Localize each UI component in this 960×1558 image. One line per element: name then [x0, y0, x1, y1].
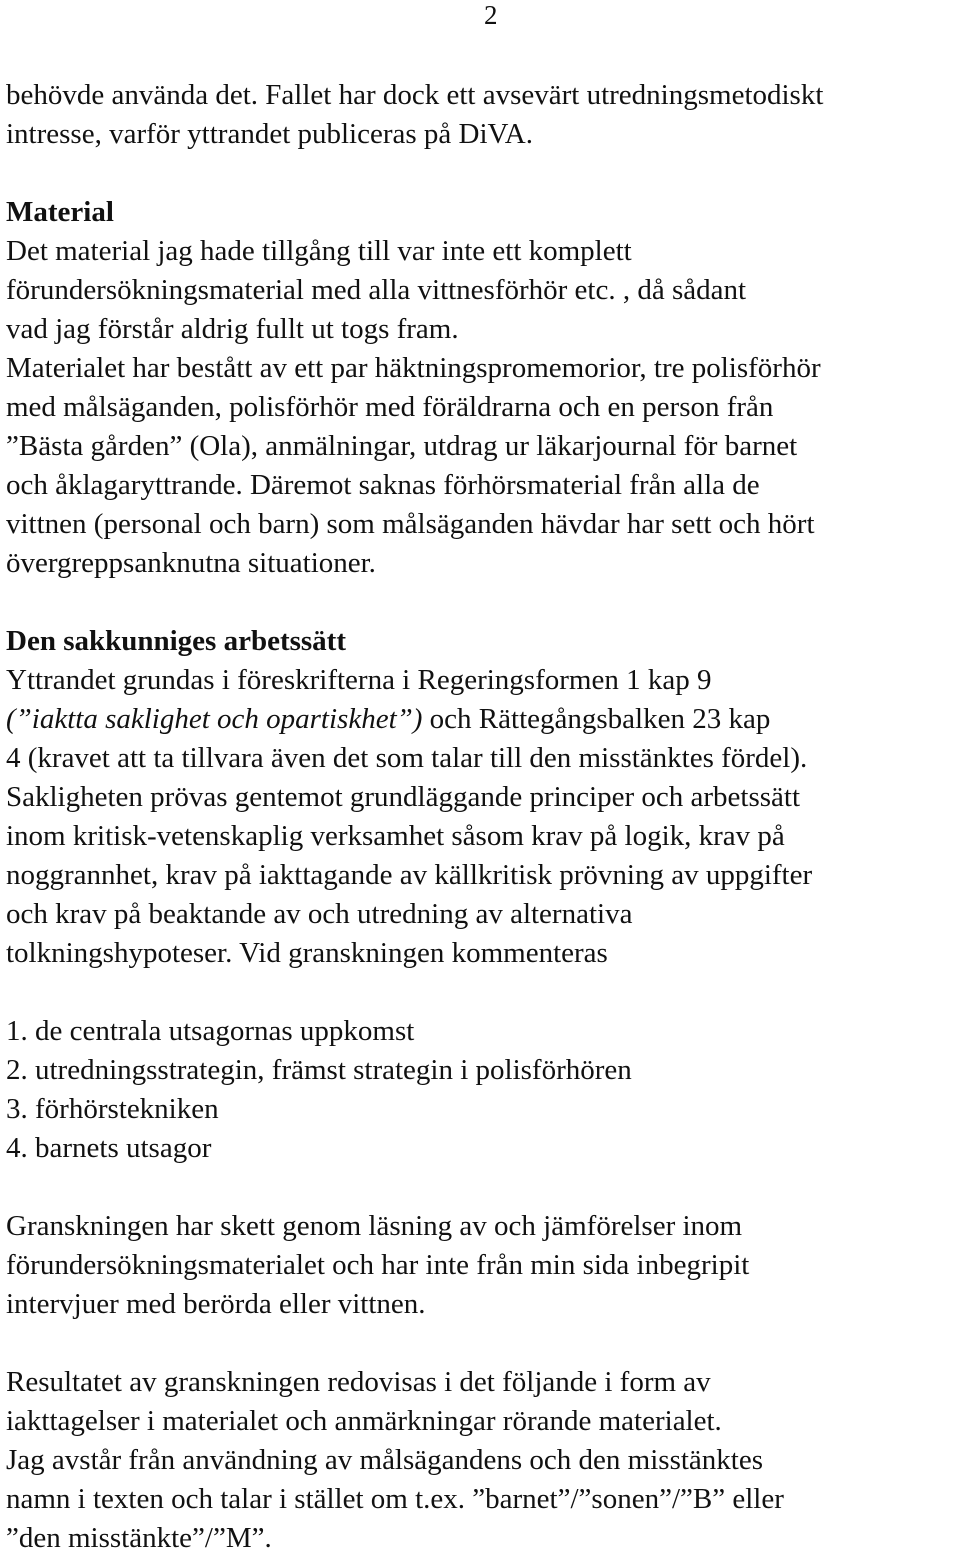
paragraph-gap: [6, 154, 956, 193]
text-line: tolkningshypoteser. Vid granskningen kommenteras: [6, 937, 608, 969]
text-line: vad jag förstår aldrig fullt ut togs fram.: [6, 313, 459, 345]
text-line: ”Bästa gården” (Ola), anmälningar, utdrag ur läkarjournal för barnet: [6, 430, 798, 462]
section-heading-method: Den sakkunniges arbetssätt: [6, 625, 346, 657]
text-line: behövde använda det. Fallet har dock ett avsevärt utredningsmetodiskt: [6, 79, 824, 111]
text-line: intresse, varför yttrandet publiceras på DiVA.: [6, 118, 533, 150]
paragraph-gap: [6, 583, 956, 622]
text-line: vittnen (personal och barn) som målsäganden hävdar har sett och hört: [6, 508, 815, 540]
text-line: ”den misstänkte”/”M”.: [6, 1522, 272, 1554]
text-line: noggrannhet, krav på iakttagande av källkritisk prövning av uppgifter: [6, 859, 813, 891]
method-section: [6, 622, 956, 973]
text-line: Jag avstår från användning av målsägandens och den misstänktes: [6, 1444, 764, 1476]
material-section: [6, 193, 956, 583]
page-number: 2: [484, 0, 498, 30]
text-line: Materialet har bestått av ett par häktningspromemorior, tre polisförhör: [6, 352, 821, 384]
document-body: [6, 76, 956, 1558]
intro-paragraph: [6, 76, 956, 154]
text-line: och åklagaryttrande. Däremot saknas förhörsmaterial från alla de: [6, 469, 760, 501]
paragraph-gap: [6, 973, 956, 1012]
list-item: 1. de centrala utsagornas uppkomst: [6, 1015, 415, 1047]
numbered-list: [6, 1012, 956, 1168]
text-line: och krav på beaktande av och utredning av alternativa: [6, 898, 633, 930]
text-line: övergreppsanknutna situationer.: [6, 547, 376, 579]
text-line: Det material jag hade tillgång till var inte ett komplett: [6, 235, 632, 267]
text-line: Sakligheten prövas gentemot grundläggande principer och arbetssätt: [6, 781, 801, 813]
text-line: iakttagelser i materialet och anmärkningar rörande materialet.: [6, 1405, 722, 1437]
section-heading-material: Material: [6, 196, 114, 228]
paragraph-gap: [6, 1324, 956, 1363]
text-line: Granskningen har skett genom läsning av och jämförelser inom: [6, 1210, 743, 1242]
text-line: Resultatet av granskningen redovisas i det följande i form av: [6, 1366, 711, 1398]
text-line: inom kritisk-vetenskaplig verksamhet såsom krav på logik, krav på: [6, 820, 785, 852]
list-item: 4. barnets utsagor: [6, 1132, 212, 1164]
text-line: intervjuer med berörda eller vittnen.: [6, 1288, 426, 1320]
text-line: förundersökningsmaterialet och har inte från min sida inbegripit: [6, 1249, 750, 1281]
list-item: 3. förhörstekniken: [6, 1093, 219, 1125]
results-paragraph: [6, 1363, 956, 1558]
text-line: med målsäganden, polisförhör med föräldrarna och en person från: [6, 391, 774, 423]
text-line: [6, 700, 956, 739]
text-line: 4 (kravet att ta tillvara även det som talar till den misstänktes fördel).: [6, 742, 808, 774]
italic-quote: (”iaktta saklighet och opartiskhet”): [6, 703, 423, 735]
text-line: namn i texten och talar i stället om t.ex. ”barnet”/”sonen”/”B” eller: [6, 1483, 784, 1515]
paragraph-gap: [6, 1168, 956, 1207]
text-line: förundersökningsmaterial med alla vittnesförhör etc. , då sådant: [6, 274, 747, 306]
list-item: 2. utredningsstrategin, främst strategin i polisförhören: [6, 1054, 632, 1086]
text-line: Yttrandet grundas i föreskrifterna i Regeringsformen 1 kap 9: [6, 664, 712, 696]
text-span: och Rättegångsbalken 23 kap: [422, 703, 771, 735]
review-paragraph: [6, 1207, 956, 1324]
